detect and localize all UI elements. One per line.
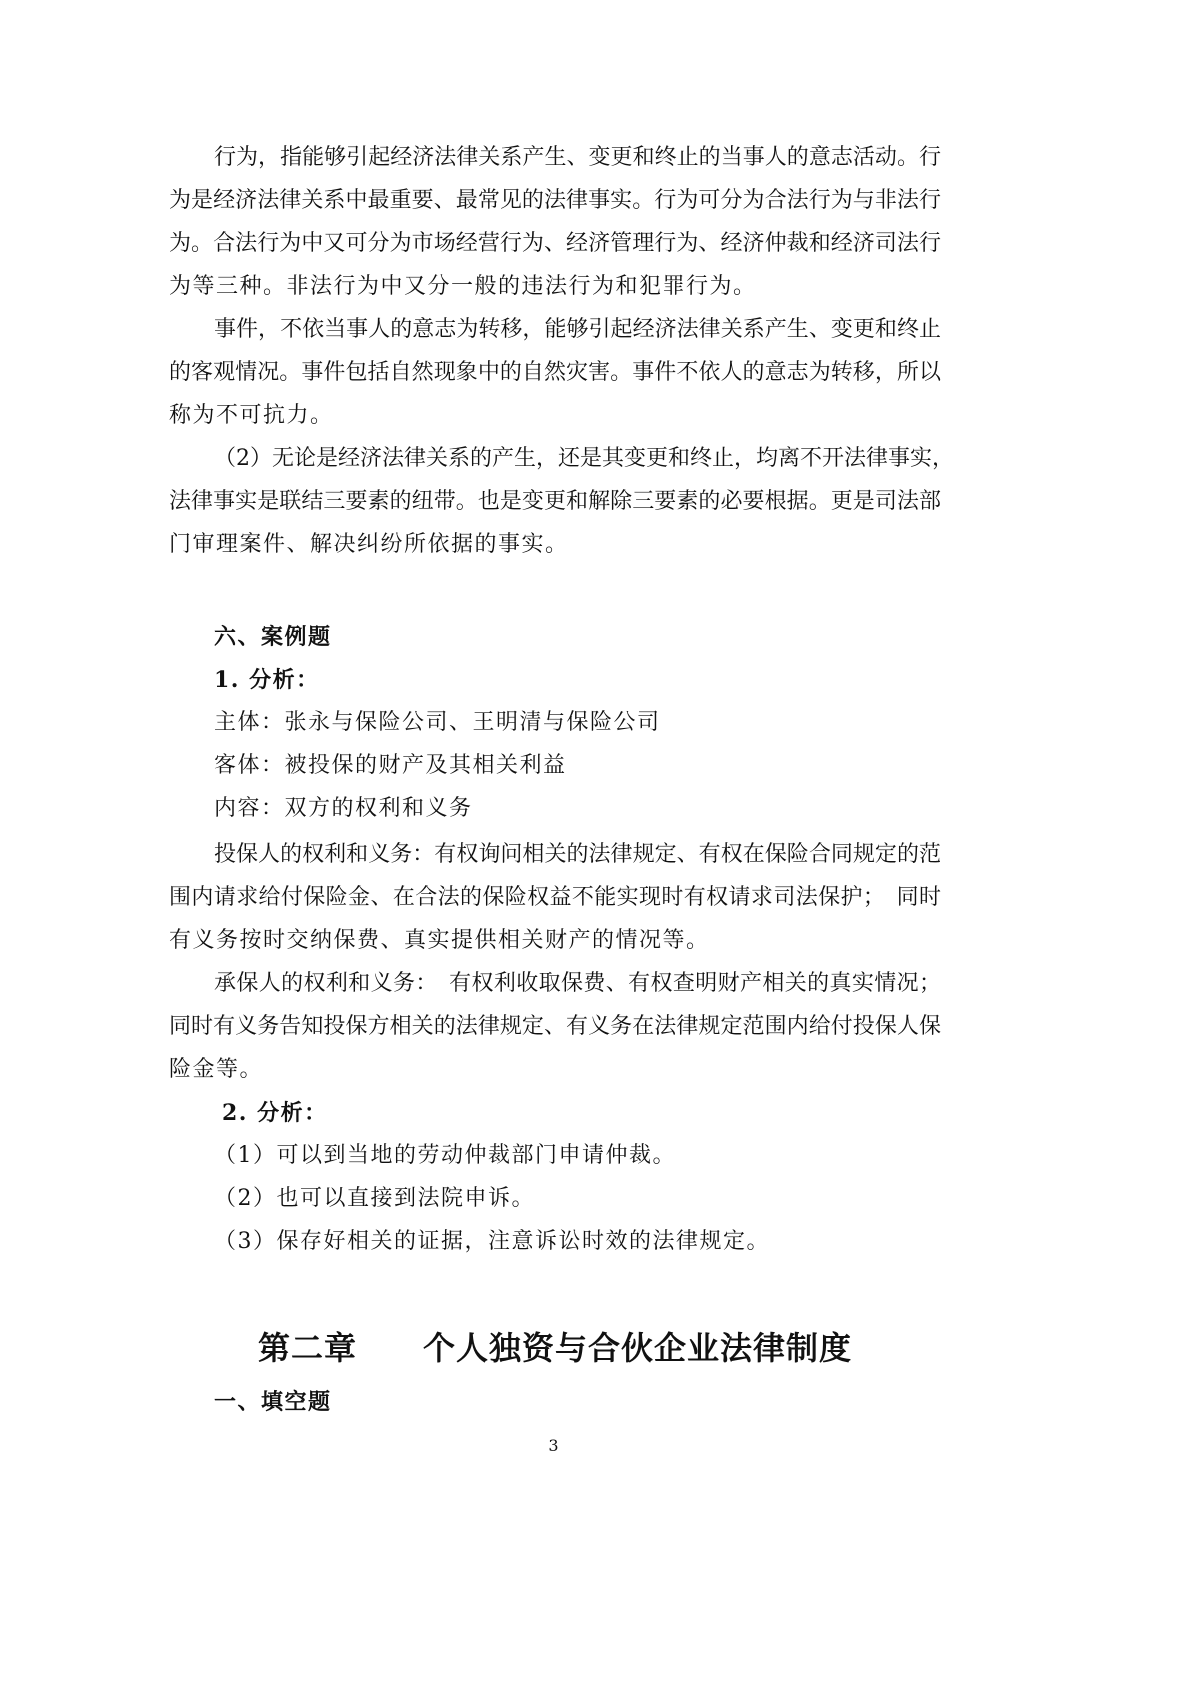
paragraph-1-line-1: 行为，指能够引起经济法律关系产生、变更和终止的当事人的意志活动。行 [214,145,941,170]
paragraph-2-line-3: 称为不可抗力。 [169,403,334,428]
paragraph-3-line-3: 门审理案件、解决纠纷所依据的事实。 [169,532,569,557]
page-number: 3 [548,1436,559,1455]
q1-insured-line-1: 投保人的权利和义务：有权询问相关的法律规定、有权在保险合同规定的范 [214,842,941,867]
paragraph-1-line-2: 为是经济法律关系中最重要、最常见的法律事实。行为可分为合法行为与非法行 [169,188,941,213]
paragraph-3-line-1: （2）无论是经济法律关系的产生，还是其变更和终止，均离不开法律事实， [214,446,954,471]
q1-object: 客体：被投保的财产及其相关利益 [214,753,567,778]
question-1-label: 1. 分析： [214,667,320,693]
paragraph-2-line-2: 的客观情况。事件包括自然现象中的自然灾害。事件不依人的意志为转移，所以 [169,360,941,385]
question-2-label: 2. 分析： [222,1100,328,1126]
q1-insurer-line-2: 同时有义务告知投保方相关的法律规定、有义务在法律规定范围内给付投保人保 [169,1014,941,1039]
paragraph-1-line-4: 为等三种。非法行为中又分一般的违法行为和犯罪行为。 [169,274,757,299]
q1-insurer-line-1: 承保人的权利和义务： 有权利收取保费、有权查明财产相关的真实情况； [214,971,941,996]
chapter-title: 第二章 个人独资与合伙企业法律制度 [257,1329,852,1367]
q1-insurer-line-3: 险金等。 [169,1057,264,1082]
q1-insured-line-3: 有义务按时交纳保费、真实提供相关财产的情况等。 [169,928,710,953]
q2-item-2: （2）也可以直接到法院申诉。 [214,1186,535,1211]
q1-content: 内容：双方的权利和义务 [214,796,473,821]
q1-insured-line-2: 围内请求给付保险金、在合法的保险权益不能实现时有权请求司法保护； 同时 [169,885,941,910]
section-heading-case-study: 六、案例题 [214,624,332,650]
q1-subject: 主体：张永与保险公司、王明清与保险公司 [214,710,661,735]
q2-item-1: （1）可以到当地的劳动仲裁部门申请仲裁。 [214,1143,676,1168]
paragraph-3-line-2: 法律事实是联结三要素的纽带。也是变更和解除三要素的必要根据。更是司法部 [169,489,941,514]
q2-item-3: （3）保存好相关的证据，注意诉讼时效的法律规定。 [214,1229,770,1254]
paragraph-1-line-3: 为。合法行为中又可分为市场经营行为、经济管理行为、经济仲裁和经济司法行 [169,231,941,256]
chapter-section-heading: 一、填空题 [214,1389,332,1415]
paragraph-2-line-1: 事件，不依当事人的意志为转移，能够引起经济法律关系产生、变更和终止 [214,317,941,342]
